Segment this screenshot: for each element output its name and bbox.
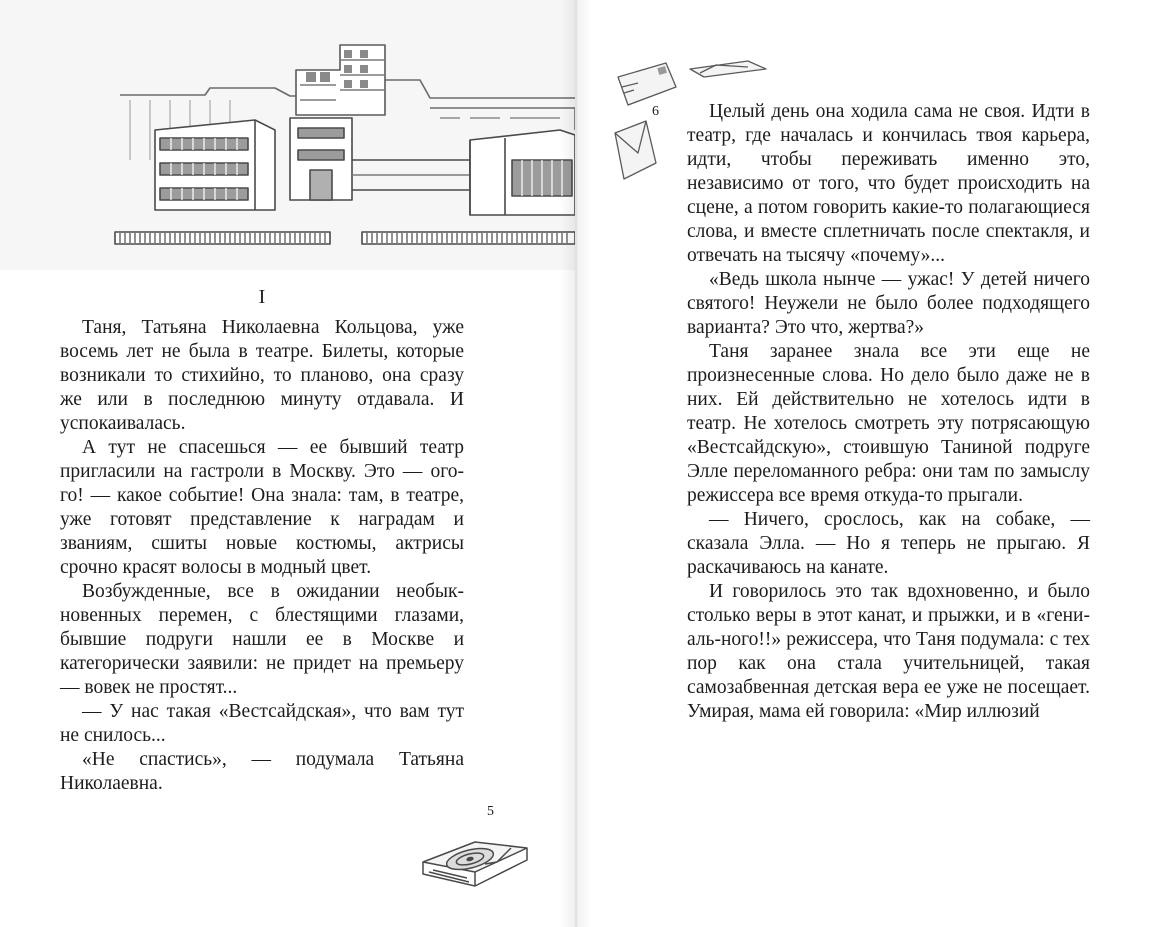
paragraph: Таня, Татьяна Николаевна Кольцова, уже восемь лет не была в театре. Билеты, которые возникали то стихийно, то планово, она сразу же или в последнюю минуту отдавала. И успокаивалась. [60,317,464,434]
right-page-text [687,100,1090,724]
paragraph: Таня заранее знала все эти еще не произнесенные слова. Но дело было даже не в них. Ей действительно не хотелось идти в театр. Не хотелось смотреть эту потрясающую «Вестсайдскую», стоившую Таниной подруге Элле переломанного ребра: они там по замыслу режиссера все время откуда-то прыгали. [687,341,1090,506]
paragraph: «Ведь школа нынче — ужас! У детей ничего святого! Неужели не было более подходящего варианта? Это что, жертва?» [687,269,1090,338]
page-number-right: 6 [652,104,659,119]
left-page [0,0,575,927]
paragraph: «Не спастись», — подумала Татьяна Николаевна. [60,749,464,794]
paragraph: Целый день она ходила сама не своя. Идти в театр, где началась и кончилась твоя карьера, идти, чтобы переживать именно это, независимо от того, что будет происходить на сцене, а потом говорить какие-то полагающиеся слова, и вместе сплетничать после спектакля, и отвечать на тысячу «почему»... [687,101,1090,266]
paragraph: — Ничего, срослось, как на собаке, — сказала Элла. — Но я теперь не прыгаю. Я раскачиваюсь на канате. [687,509,1090,578]
left-page-text [60,316,464,796]
record-player-illustration [415,832,533,892]
chapter-number: I [258,286,266,308]
paragraph: Возбужденные, все в ожидании необыкновенных перемен, с блестящими глазами, бывшие подруги нашли ее в Москве и категорически заявили: не придет на премьеру — вовек не простят... [60,581,464,698]
page-number-left: 5 [487,804,494,819]
paragraph: А тут не спасешься — ее бывший театр пригласили на гастроли в Москву. Это — ого-го! — какое событие! Она знала: там, в театре, уже готовят представление к наградам и званиям, сшиты новые костюмы, актрисы срочно красят волосы в модный цвет. [60,437,464,578]
school-buildings-illustration [0,0,575,270]
paragraph: И говорилось это так вдохновенно, и было столько веры в этот канат, и прыжки, и в «гени-аль-ного!!» режиссера, что Таня подумала: с тех пор как она стала учительницей, такая самозабвенная детская вера ее уже не посещает. Умирая, мама ей говорила: «Мир иллюзий [687,581,1090,722]
paragraph: — У нас такая «Вестсайдская», что вам тут не снилось... [60,701,464,746]
